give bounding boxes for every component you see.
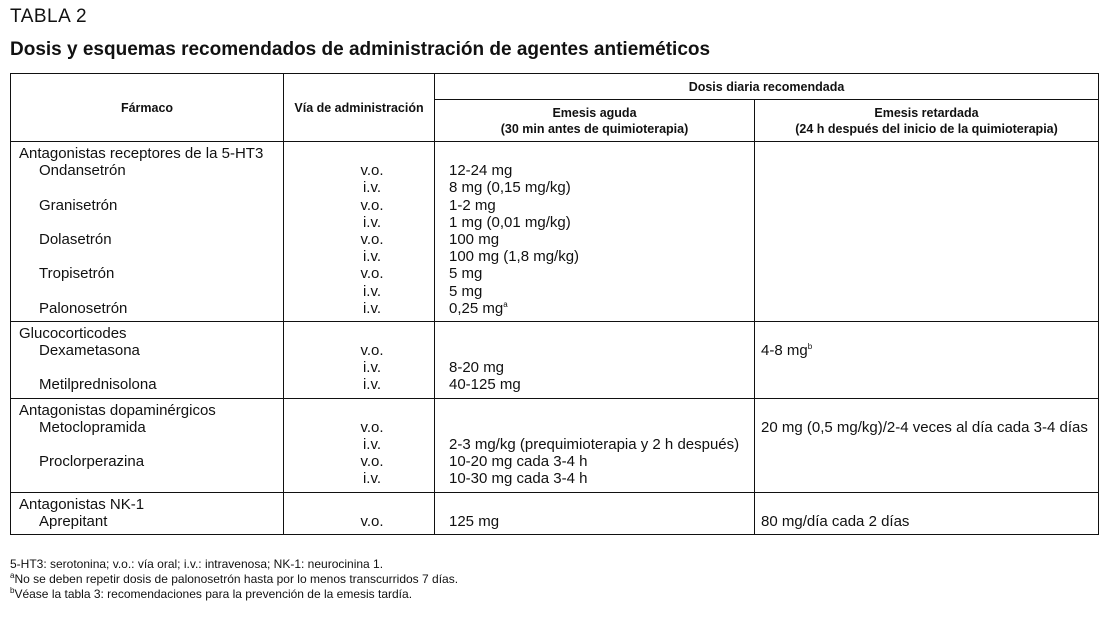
route-text: i.v. — [362, 470, 382, 488]
header-farmaco: Fármaco — [11, 74, 284, 142]
delayed-dose-line — [761, 162, 1098, 179]
route-text: i.v. — [362, 179, 382, 197]
route-text: v.o. — [360, 265, 384, 283]
delayed-dose-line — [761, 179, 1098, 196]
route-line — [310, 265, 434, 282]
delayed-dose-line — [761, 300, 1098, 317]
delayed-dose-line — [761, 376, 1098, 393]
drug-line — [19, 300, 283, 317]
route-text: i.v. — [362, 248, 382, 266]
delayed-dose-text: 80 mg/día cada 2 días — [761, 512, 910, 530]
acute-dose-text: 10-20 mg cada 3-4 h — [449, 453, 588, 471]
route-line — [310, 162, 434, 179]
acute-dose-line — [449, 248, 754, 265]
route-text: i.v. — [362, 299, 382, 317]
acute-dose-line — [449, 265, 754, 282]
acute-dose-text: 5 mg — [449, 282, 483, 300]
table-row — [11, 398, 1099, 492]
acute-dose-text: 10-30 mg cada 3-4 h — [449, 470, 588, 488]
acute-dose-line — [449, 325, 754, 342]
acute-dose-text: 125 mg — [449, 512, 500, 530]
delayed-dose-line — [761, 265, 1098, 282]
route-line — [310, 300, 434, 317]
footnote — [10, 557, 458, 572]
acute-dose-line — [449, 419, 754, 436]
delayed-dose-line — [761, 342, 1098, 359]
route-line — [310, 197, 434, 214]
header-retardada — [755, 100, 1099, 142]
table-row — [11, 142, 1099, 322]
acute-dose-text: 1-2 mg — [449, 196, 496, 214]
acute-dose-line — [449, 496, 754, 513]
delayed-dose-cell — [755, 492, 1099, 534]
route-line — [310, 453, 434, 470]
drug-cell — [11, 321, 284, 398]
drug-text: Antagonistas dopaminérgicos — [19, 401, 216, 419]
delayed-dose-line — [761, 325, 1098, 342]
delayed-dose-line — [761, 419, 1098, 436]
route-text: v.o. — [360, 418, 384, 436]
footnote-marker: a — [503, 299, 508, 309]
route-line — [310, 283, 434, 300]
acute-dose-cell — [435, 321, 755, 398]
acute-dose-line — [449, 162, 754, 179]
route-line — [310, 231, 434, 248]
table-title: Dosis y esquemas recomendados de administración de agentes antieméticos — [10, 39, 711, 60]
table-row — [11, 321, 1099, 398]
acute-dose-text: 1 mg (0,01 mg/kg) — [449, 213, 571, 231]
drug-text: Antagonistas NK-1 — [19, 495, 145, 513]
route-line — [310, 376, 434, 393]
route-line — [310, 419, 434, 436]
acute-dose-cell — [435, 398, 755, 492]
drug-line — [19, 376, 283, 393]
delayed-dose-cell — [755, 142, 1099, 322]
drug-line — [19, 342, 283, 359]
footnote-marker: b — [10, 586, 15, 595]
header-retardada-subtitle: (24 h después del inicio de la quimioterapia) — [795, 121, 1058, 136]
acute-dose-line — [449, 283, 754, 300]
acute-dose-line — [449, 342, 754, 359]
acute-dose-line — [449, 197, 754, 214]
delayed-dose-text: 20 mg (0,5 mg/kg)/2-4 veces al día cada 3-4 días — [761, 418, 1088, 436]
footnote-marker: b — [807, 342, 813, 352]
drug-line — [19, 145, 283, 162]
drug-line — [19, 197, 283, 214]
acute-dose-text: 100 mg — [449, 230, 500, 248]
drug-line — [19, 359, 283, 376]
delayed-dose-line — [761, 453, 1098, 470]
acute-dose-text: 2-3 mg/kg (prequimioterapia y 2 h después) — [449, 436, 740, 453]
drug-line — [19, 265, 283, 282]
drug-line — [19, 436, 283, 453]
drug-line — [19, 248, 283, 265]
header-dosis: Dosis diaria recomendada — [435, 74, 1099, 100]
acute-dose-line — [449, 470, 754, 487]
delayed-dose-line — [761, 359, 1098, 376]
header-aguda-title: Emesis aguda — [552, 105, 637, 120]
acute-dose-cell — [435, 492, 755, 534]
route-text: v.o. — [360, 512, 384, 530]
acute-dose-line — [449, 436, 754, 453]
drug-line — [19, 402, 283, 419]
header-aguda — [435, 100, 755, 142]
route-cell — [284, 398, 435, 492]
acute-dose-text: 100 mg (1,8 mg/kg) — [449, 248, 580, 266]
delayed-dose-line — [761, 402, 1098, 419]
acute-dose-line — [449, 214, 754, 231]
footnote — [10, 572, 458, 587]
route-text: i.v. — [362, 436, 382, 453]
route-line — [310, 470, 434, 487]
acute-dose-text: 0,25 mg — [449, 299, 504, 317]
drug-text: Aprepitant — [39, 512, 108, 530]
route-line — [310, 359, 434, 376]
route-line — [310, 145, 434, 162]
drug-cell — [11, 398, 284, 492]
delayed-dose-cell — [755, 398, 1099, 492]
drug-text: Glucocorticodes — [19, 324, 127, 342]
route-text: v.o. — [360, 196, 384, 214]
route-cell — [284, 142, 435, 322]
delayed-dose-line — [761, 214, 1098, 231]
route-line — [310, 496, 434, 513]
footnote — [10, 587, 458, 602]
acute-dose-line — [449, 179, 754, 196]
drug-line — [19, 325, 283, 342]
drug-text: Proclorperazina — [39, 453, 145, 471]
route-line — [310, 325, 434, 342]
drug-line — [19, 419, 283, 436]
table-body — [11, 142, 1099, 535]
delayed-dose-line — [761, 248, 1098, 265]
delayed-dose-line — [761, 436, 1098, 453]
acute-dose-line — [449, 145, 754, 162]
footnote-text: 5-HT3: serotonina; v.o.: vía oral; i.v.: intravenosa; NK-1: neurocinina 1. — [10, 557, 384, 571]
drug-text: Dexametasona — [39, 342, 140, 360]
drug-text: Granisetrón — [39, 196, 118, 214]
route-text: i.v. — [362, 213, 382, 231]
route-text: v.o. — [360, 453, 384, 471]
acute-dose-cell — [435, 142, 755, 322]
route-line — [310, 214, 434, 231]
route-line — [310, 436, 434, 453]
route-text: i.v. — [362, 376, 382, 394]
drug-line — [19, 179, 283, 196]
drug-line — [19, 231, 283, 248]
acute-dose-text: 8-20 mg — [449, 359, 505, 377]
acute-dose-line — [449, 231, 754, 248]
header-aguda-subtitle: (30 min antes de quimioterapia) — [500, 121, 689, 136]
drug-text: Metilprednisolona — [39, 376, 157, 394]
route-line — [310, 402, 434, 419]
drug-line — [19, 496, 283, 513]
footnote-text: No se deben repetir dosis de palonosetrón hasta por lo menos transcurridos 7 días. — [14, 572, 459, 586]
drug-text: Palonosetrón — [39, 299, 128, 317]
drug-text: Ondansetrón — [39, 162, 126, 180]
route-cell — [284, 492, 435, 534]
delayed-dose-line — [761, 496, 1098, 513]
acute-dose-line — [449, 453, 754, 470]
acute-dose-text: 5 mg — [449, 265, 483, 283]
footnotes — [10, 557, 458, 602]
route-text: i.v. — [362, 282, 382, 300]
footnote-marker: a — [10, 571, 15, 580]
drug-line — [19, 214, 283, 231]
drug-line — [19, 513, 283, 530]
dosage-table — [10, 73, 1099, 535]
route-text: v.o. — [360, 162, 384, 180]
acute-dose-line — [449, 359, 754, 376]
delayed-dose-line — [761, 145, 1098, 162]
acute-dose-text: 8 mg (0,15 mg/kg) — [449, 179, 571, 197]
route-line — [310, 513, 434, 530]
route-text: v.o. — [360, 230, 384, 248]
route-line — [310, 342, 434, 359]
drug-line — [19, 470, 283, 487]
acute-dose-line — [449, 376, 754, 393]
delayed-dose-text: 4-8 mg — [761, 342, 808, 360]
route-text: v.o. — [360, 342, 384, 360]
delayed-dose-line — [761, 231, 1098, 248]
acute-dose-text: 40-125 mg — [449, 376, 521, 394]
drug-text: Dolasetrón — [39, 230, 112, 248]
drug-line — [19, 162, 283, 179]
table-label: TABLA 2 — [10, 6, 88, 27]
footnote-text: Véase la tabla 3: recomendaciones para la prevención de la emesis tardía. — [14, 587, 413, 601]
route-line — [310, 248, 434, 265]
drug-text: Antagonistas receptores de la 5-HT3 — [19, 145, 264, 162]
table-row — [11, 492, 1099, 534]
delayed-dose-line — [761, 197, 1098, 214]
acute-dose-line — [449, 513, 754, 530]
delayed-dose-line — [761, 470, 1098, 487]
drug-text: Tropisetrón — [39, 265, 115, 283]
drug-line — [19, 283, 283, 300]
drug-line — [19, 453, 283, 470]
header-retardada-title: Emesis retardada — [874, 105, 979, 120]
drug-text: Metoclopramida — [39, 418, 146, 436]
route-text: i.v. — [362, 359, 382, 377]
acute-dose-text: 12-24 mg — [449, 162, 513, 180]
acute-dose-line — [449, 300, 754, 317]
header-via: Vía de administración — [284, 74, 435, 142]
drug-cell — [11, 492, 284, 534]
delayed-dose-cell — [755, 321, 1099, 398]
delayed-dose-line — [761, 513, 1098, 530]
route-cell — [284, 321, 435, 398]
acute-dose-line — [449, 402, 754, 419]
route-line — [310, 179, 434, 196]
delayed-dose-line — [761, 283, 1098, 300]
drug-cell — [11, 142, 284, 322]
